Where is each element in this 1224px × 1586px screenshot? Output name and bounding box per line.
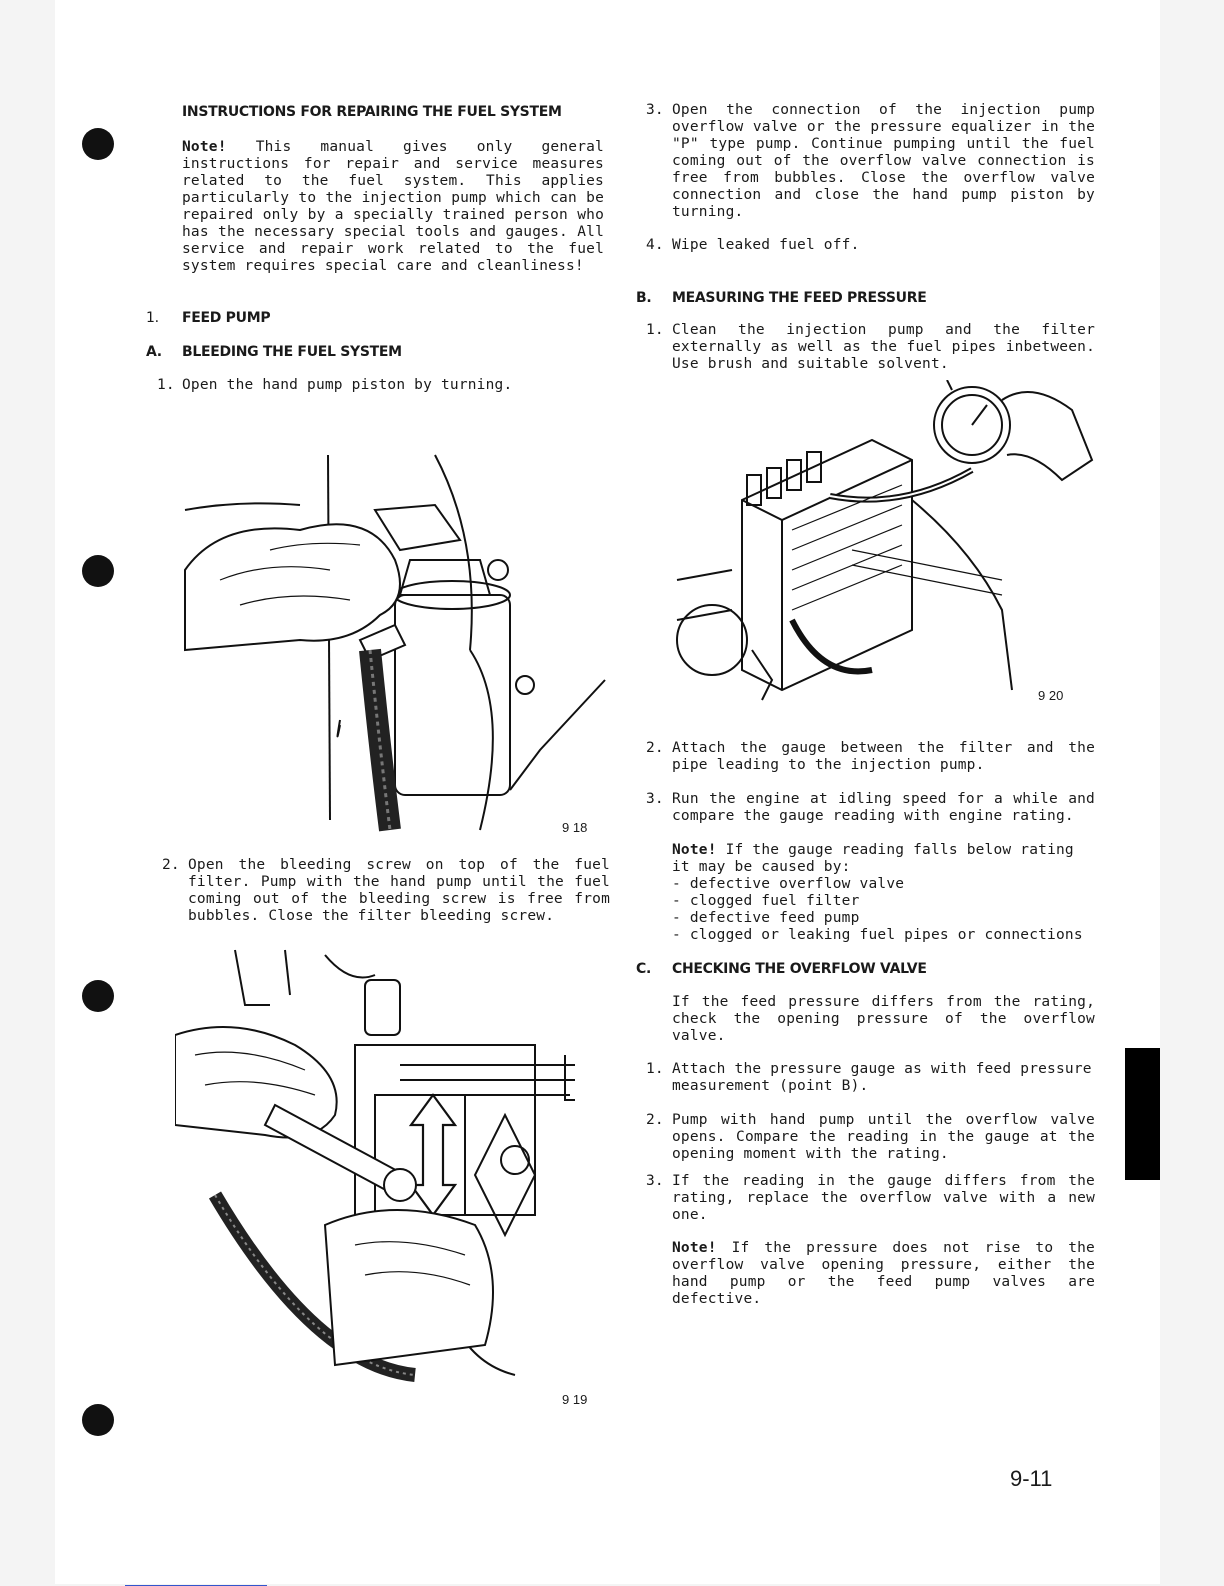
step-b2-number: 2. <box>646 740 664 756</box>
step-c2-text: Pump with hand pump until the overflow valve opens. Compare the reading in the gauge at the opening moment with the rating. <box>672 1112 1095 1162</box>
step-c3-number: 3. <box>646 1173 664 1189</box>
step-c3-text: If the reading in the gauge differs from the rating, replace the overflow valve with a new one. <box>672 1173 1095 1223</box>
figure-label-9-20: 9 20 <box>1038 688 1064 703</box>
cause-item: - clogged or leaking fuel pipes or connections <box>672 927 1083 943</box>
step-c1-number: 1. <box>646 1061 664 1077</box>
section-number: 1. <box>146 310 159 326</box>
figure-label-9-18: 9 18 <box>562 820 588 835</box>
subsection-b-title: MEASURING THE FEED PRESSURE <box>672 290 927 306</box>
note-label: Note! <box>182 139 227 155</box>
step-a4-number: 4. <box>646 237 664 253</box>
section-title: FEED PUMP <box>182 310 271 326</box>
binder-hole-2 <box>82 555 114 587</box>
note-text: This manual gives only general instructions for repair and service measures related to the fuel system. This applies particularly to the injection pump which can be repaired only by a specially trained person who has the necessary special tools and gauges. All service and repair work related to the fuel system requires special care and cleanliness! <box>182 139 604 274</box>
c-intro: If the feed pressure differs from the rating, check the opening pressure of the overflow valve. <box>672 994 1095 1044</box>
step-a2-number: 2. <box>162 857 180 873</box>
subsection-a-title: BLEEDING THE FUEL SYSTEM <box>182 344 402 360</box>
b-note <box>672 842 1095 876</box>
c-note <box>672 1240 1095 1308</box>
cause-item: - clogged fuel filter <box>672 893 860 909</box>
step-b3-number: 3. <box>646 791 664 807</box>
binder-hole-1 <box>82 128 114 160</box>
step-b3-text: Run the engine at idling speed for a while and compare the gauge reading with engine rating. <box>672 791 1095 824</box>
figure-bleeding-screw <box>175 945 615 1385</box>
subsection-a-letter: A. <box>146 344 162 360</box>
page-number: 9-11 <box>1010 1466 1053 1491</box>
step-a3-number: 3. <box>646 102 664 118</box>
step-a1-number: 1. <box>157 377 175 393</box>
page-title: INSTRUCTIONS FOR REPAIRING THE FUEL SYSTEM <box>182 104 562 120</box>
cause-item: - defective feed pump <box>672 910 860 926</box>
intro-note <box>182 139 604 275</box>
binder-hole-4 <box>82 1404 114 1436</box>
c-note-text: If the pressure does not rise to the overflow valve opening pressure, either the hand pump or the feed pump valves are defective. <box>672 1240 1095 1307</box>
section-thumb-tab <box>1125 1048 1160 1180</box>
cause-item: - defective overflow valve <box>672 876 905 892</box>
subsection-c-letter: C. <box>636 961 651 977</box>
subsection-b-letter: B. <box>636 290 652 306</box>
c-note-label: Note! <box>672 1240 717 1256</box>
figure-feed-pressure-gauge <box>672 380 1102 710</box>
b-note-text: If the gauge reading falls below rating it may be caused by: <box>672 842 1074 875</box>
subsection-c-title: CHECKING THE OVERFLOW VALVE <box>672 961 927 977</box>
step-c1-text: Attach the pressure gauge as with feed pressure measurement (point B). <box>672 1061 1092 1094</box>
b-note-label: Note! <box>672 842 717 858</box>
step-c2-number: 2. <box>646 1112 664 1128</box>
step-b1-number: 1. <box>646 322 664 338</box>
step-b1-text: Clean the injection pump and the filter externally as well as the fuel pipes inbetween. Use brush and suitable solvent. <box>672 322 1095 372</box>
figure-label-9-19: 9 19 <box>562 1392 588 1407</box>
step-a3-text: Open the connection of the injection pump overflow valve or the pressure equalizer in the "P" type pump. Continue pumping until the fuel coming out of the overflow valve connection is free from bubbles. Close the overflow valve connection and close the hand pump piston by turning. <box>672 102 1095 220</box>
step-b2-text: Attach the gauge between the filter and the pipe leading to the injection pump. <box>672 740 1095 773</box>
step-a1-text: Open the hand pump piston by turning. <box>182 377 513 393</box>
step-a4-text: Wipe leaked fuel off. <box>672 237 860 253</box>
step-a2-text: Open the bleeding screw on top of the fuel filter. Pump with the hand pump until the fuel coming out of the bleeding screw is free from bubbles. Close the filter bleeding screw. <box>188 857 610 924</box>
figure-fuel-filter-hand-pump <box>180 450 620 840</box>
binder-hole-3 <box>82 980 114 1012</box>
